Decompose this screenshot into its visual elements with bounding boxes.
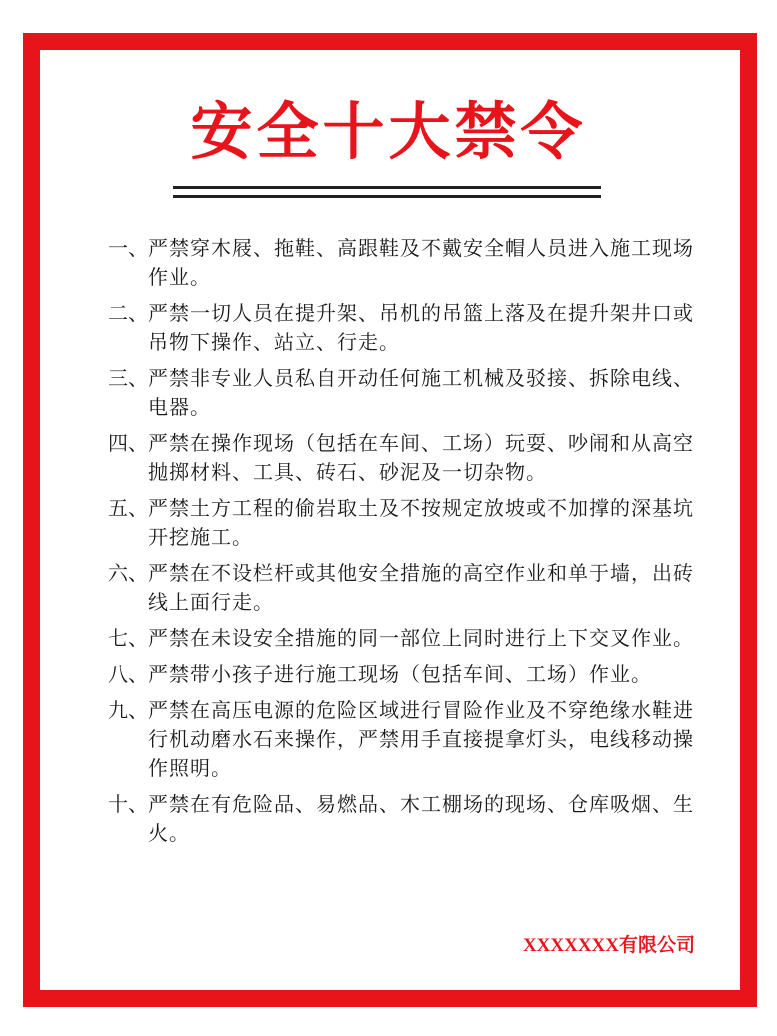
title-divider-top: [173, 186, 601, 189]
prohibition-list: [108, 234, 708, 855]
prohibition-number: 四、: [108, 431, 148, 455]
prohibition-item: [108, 790, 708, 848]
prohibition-text: 严禁在不设栏杆或其他安全措施的高空作业和单于墙，出砖线上面行走。: [148, 561, 694, 614]
prohibition-item: [108, 624, 708, 653]
poster-title: 安全十大禁令: [190, 95, 587, 168]
prohibition-text: 严禁一切人员在提升架、吊机的吊篮上落及在提升架井口或吊物下操作、站立、行走。: [148, 301, 694, 354]
prohibition-number: 三、: [108, 366, 148, 390]
prohibition-number: 十、: [108, 792, 148, 816]
prohibition-number: 五、: [108, 496, 148, 520]
prohibition-item: [108, 696, 708, 783]
prohibition-number: 六、: [108, 561, 148, 585]
prohibition-text: 严禁非专业人员私自开动任何施工机械及驳接、拆除电线、电器。: [148, 366, 694, 419]
prohibition-item: [108, 660, 708, 689]
company-name: XXXXXXX有限公司: [522, 935, 695, 956]
prohibition-text: 严禁在高压电源的危险区域进行冒险作业及不穿绝缘水鞋进行机动磨水石来操作，严禁用手直接提拿灯头，电线移动操作照明。: [148, 698, 694, 780]
prohibition-text: 严禁带小孩子进行施工现场（包括车间、工场）作业。: [148, 662, 652, 686]
title-divider-bottom: [173, 195, 601, 198]
prohibition-number: 一、: [108, 236, 148, 260]
prohibition-number: 八、: [108, 662, 148, 686]
prohibition-number: 九、: [108, 698, 148, 722]
prohibition-text: 严禁在有危险品、易燃品、木工棚场的现场、仓库吸烟、生火。: [148, 792, 694, 845]
prohibition-text: 严禁在未设安全措施的同一部位上同时进行上下交叉作业。: [148, 626, 694, 650]
prohibition-text: 严禁穿木屐、拖鞋、高跟鞋及不戴安全帽人员进入施工现场作业。: [148, 236, 694, 289]
prohibition-item: [108, 364, 708, 422]
prohibition-number: 二、: [108, 301, 148, 325]
prohibition-number: 七、: [108, 626, 148, 650]
prohibition-item: [108, 234, 708, 292]
prohibition-text: 严禁土方工程的偷岩取土及不按规定放坡或不加撑的深基坑开挖施工。: [148, 496, 694, 549]
prohibition-text: 严禁在操作现场（包括在车间、工场）玩耍、吵闹和从高空抛掷材料、工具、砖石、砂泥及一切杂物。: [148, 431, 694, 484]
prohibition-item: [108, 494, 708, 552]
prohibition-item: [108, 299, 708, 357]
prohibition-item: [108, 429, 708, 487]
prohibition-item: [108, 559, 708, 617]
